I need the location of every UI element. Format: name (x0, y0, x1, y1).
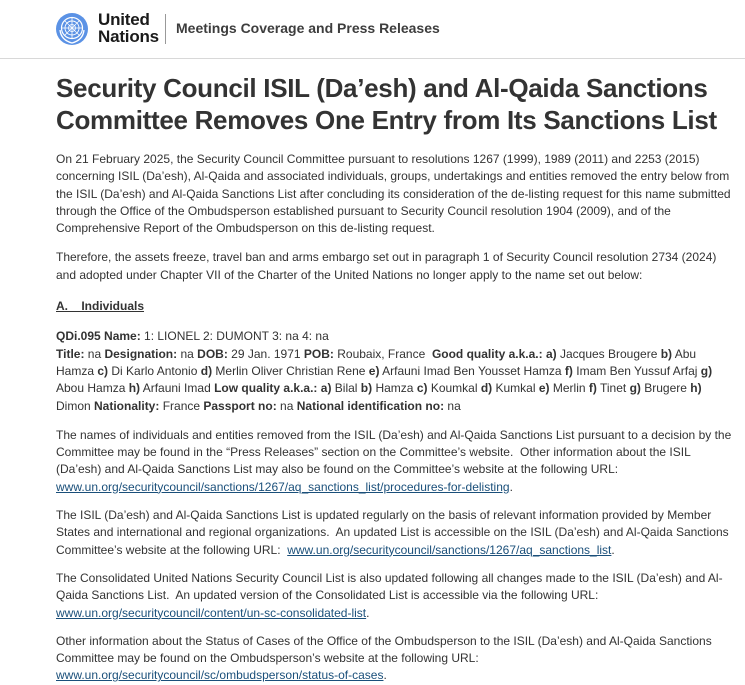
aka-value: Hamza (372, 381, 417, 396)
paragraph-end: . (366, 605, 370, 620)
sanctions-list-link[interactable]: www.un.org/securitycouncil/sanctions/1267/aq_sanctions_list (287, 542, 612, 557)
aka-key: c) (97, 363, 109, 378)
status-of-cases-link[interactable]: www.un.org/securitycouncil/sc/ombudsperson/status-of-cases (56, 668, 384, 683)
entry-passport-label: Passport no: (203, 398, 277, 413)
entry-nationality-value: France (159, 398, 204, 413)
article-content (56, 72, 736, 685)
aka-key: g) (700, 363, 713, 378)
entry-good-aka-label: Good quality a.k.a.: (431, 346, 543, 361)
aka-key: c) (416, 381, 428, 396)
paragraph-text: The ISIL (Da’esh) and Al-Qaida Sanctions List is updated regularly on the basis of relevant information provided by Member States and international and regional organizations. An updated List is accessible on the ISIL (Da’esh) and Al-Qaida Sanctions Committee’s website at the following URL: (56, 508, 729, 557)
entry-title-value: na (84, 346, 105, 361)
entry-passport-value: na (276, 398, 297, 413)
page-title: Security Council ISIL (Da’esh) and Al-Qaida Sanctions Committee Removes One Entry from Its Sanctions List (56, 73, 717, 135)
consolidated-list-link[interactable]: www.un.org/securitycouncil/content/un-sc-consolidated-list (56, 605, 367, 620)
aka-value: Imam Ben Yussuf Arfaj (572, 363, 701, 378)
aka-value: Abou Hamza (56, 381, 129, 396)
entry-low-aka-label: Low quality a.k.a.: (214, 381, 318, 396)
paragraph-text: The names of individuals and entities removed from the ISIL (Da’esh) and Al-Qaida Sanctions List pursuant to a decision by the Committee may be found in the “Press Releases” section on the Committee’s website. Other information about the ISIL (Da’esh) and Al-Qaida Sanctions List may also be found on the Committee’s website at the following URL: (56, 427, 732, 477)
aka-value: Kumkal (492, 381, 539, 396)
section-heading-individuals: A. Individuals (56, 299, 145, 314)
aka-key: f) (564, 363, 573, 378)
aka-value: Di Karlo Antonio (108, 363, 201, 378)
aka-value: Dimon (56, 398, 95, 413)
aka-value: Bilal (331, 381, 361, 396)
aka-value: Merlin Oliver Christian Rene (212, 363, 369, 378)
entry-pob-value: Roubaix, France (333, 346, 432, 361)
sanctions-entry (56, 328, 736, 414)
entry-pob-label: POB: (303, 346, 334, 361)
aka-key: d) (480, 381, 493, 396)
entry-designation-value: na (177, 346, 198, 361)
site-logo[interactable] (98, 11, 159, 45)
entry-nid-value: na (444, 398, 461, 413)
entry-dob-value: 29 Jan. 1971 (227, 346, 304, 361)
header-divider (165, 14, 166, 44)
aka-key: e) (368, 363, 380, 378)
aka-key: h) (128, 381, 141, 396)
aka-value: Koumkal (427, 381, 481, 396)
entry-name-value: 1: LIONEL 2: DUMONT 3: na 4: na (140, 329, 329, 344)
aka-value: Merlin (549, 381, 589, 396)
aka-key: b) (360, 381, 373, 396)
entry-title-label: Title: (56, 346, 85, 361)
aka-key: a) (320, 381, 332, 396)
paragraph-text: The Consolidated United Nations Security Council List is also updated following all changes made to the ISIL (Da’esh) and Al-Qaida Sanctions List. An updated version of the Consolidated List is accessible via the following URL: (56, 570, 723, 603)
aka-value: Abu Hamza (56, 346, 697, 378)
paragraph-ombudsperson (56, 633, 736, 685)
aka-key: h) (690, 381, 702, 396)
paragraph-end: . (611, 542, 615, 557)
un-emblem-icon[interactable] (55, 12, 89, 46)
aka-key: e) (538, 381, 550, 396)
aka-key: d) (200, 363, 213, 378)
entry-designation-label: Designation: (104, 346, 178, 361)
paragraph-intro: On 21 February 2025, the Security Council Committee pursuant to resolutions 1267 (1999), 1989 (2011) and 2253 (2015) concerning ISIL (Da’esh), Al-Qaida and associated individuals, groups, undertakings and entities removed the entry below from the ISIL (Da’esh) and Al-Qaida Sanctions List after concluding its consideration of the de-listing request for this name submitted through the Office of the Ombudsperson established pursuant to Security Council resolution 1904 (2009), and of the Comprehensive Report of the Ombudsperson on this de-listing request. (56, 152, 731, 236)
paragraph-removed-names (56, 427, 736, 496)
aka-value: Jacques Brougere (556, 346, 661, 361)
aka-key: a) (545, 346, 557, 361)
paragraph-list-updates (56, 507, 736, 559)
delisting-procedures-link[interactable]: www.un.org/securitycouncil/sanctions/1267/aq_sanctions_list/procedures-for-delisting (56, 479, 510, 494)
site-header (0, 0, 745, 59)
paragraph-measures: Therefore, the assets freeze, travel ban and arms embargo set out in paragraph 1 of Security Council resolution 2734 (2024) and adopted under Chapter VII of the Charter of the United Nations no longer apply to the name set out below: (56, 250, 717, 282)
section-title[interactable]: Meetings Coverage and Press Releases (176, 20, 440, 36)
aka-value: Tinet (596, 381, 630, 396)
entry-id-label: QDi.095 Name: (56, 329, 141, 344)
paragraph-text: Other information about the Status of Cases of the Office of the Ombudsperson to the ISIL (Da’esh) and Al-Qaida Sanctions Committee may be found on the Ombudsperson’s website at the following URL: (56, 633, 712, 666)
paragraph-end: . (383, 668, 387, 683)
aka-value: Arfauni Imad (140, 381, 215, 396)
entry-dob-label: DOB: (197, 346, 228, 361)
aka-key: g) (629, 381, 641, 396)
entry-nationality-label: Nationality: (94, 398, 160, 413)
aka-key: b) (660, 346, 673, 361)
logo-line-2: Nations (98, 27, 159, 46)
paragraph-consolidated-list (56, 570, 736, 622)
logo-line-1: United (98, 10, 150, 29)
aka-key: f) (588, 381, 597, 396)
aka-value: Arfauni Imad Ben Yousset Hamza (379, 363, 565, 378)
aka-value: Brugere (640, 381, 691, 396)
paragraph-end: . (509, 479, 513, 494)
entry-nid-label: National identification no: (296, 398, 445, 413)
